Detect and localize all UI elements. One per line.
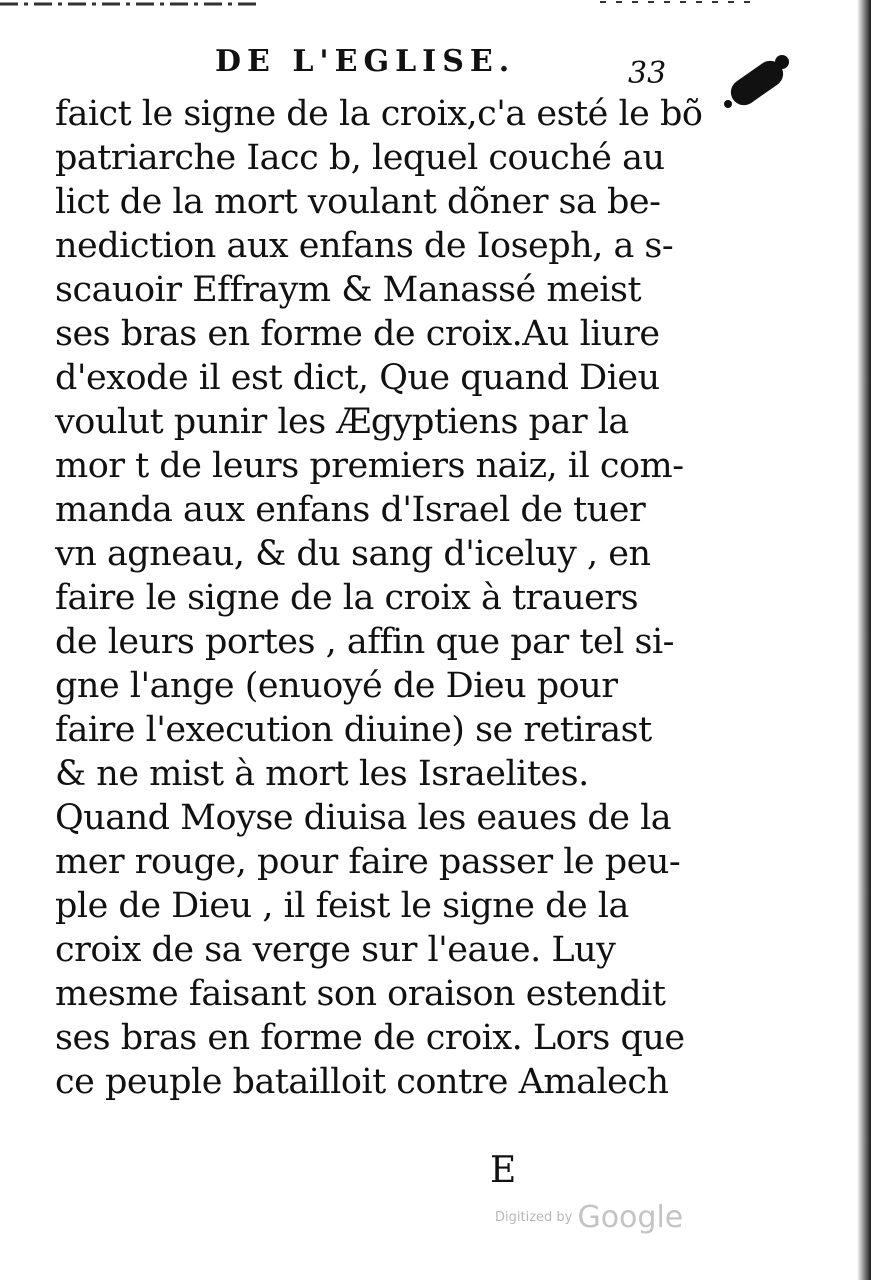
body-text (55, 92, 703, 1104)
text-line: voulut punir les Ægyptiens par la (55, 402, 629, 442)
text-line: gne l'ange (enuoyé de Dieu pour (55, 666, 618, 706)
text-line: patriarche Iacc b, lequel couché au (55, 138, 665, 178)
text-line: lict de la mort voulant dõner sa be- (55, 182, 661, 222)
text-line: de leurs portes , affin que par tel si- (55, 622, 674, 662)
text-line: ple de Dieu , il feist le signe de la (55, 886, 629, 926)
page-gutter-shadow (857, 0, 871, 1280)
text-line: nediction aux enfans de Ioseph, a s- (55, 226, 674, 266)
ink-speck-mark (724, 100, 732, 108)
text-line: mer rouge, pour faire passer le peu- (55, 842, 681, 882)
text-line: & ne mist à mort les Israelites. (55, 754, 589, 794)
text-line: faire l'execution diuine) se retirast (55, 710, 652, 750)
text-line: mor t de leurs premiers naiz, il com- (55, 446, 684, 486)
text-line: ses bras en forme de croix. Lors que (55, 1018, 685, 1058)
catchword: E (490, 1150, 517, 1191)
running-title: DE L'EGLISE. (215, 44, 516, 79)
text-line: mesme faisant son oraison estendit (55, 974, 666, 1014)
page-number: 33 (628, 56, 667, 91)
text-line: ce peuple batailloit contre Amalech (55, 1062, 669, 1102)
text-line: faire le signe de la croix à trauers (55, 578, 639, 618)
text-line: manda aux enfans d'Israel de tuer (55, 490, 646, 530)
text-line: ses bras en forme de croix.Au liure (55, 314, 660, 354)
text-line: croix de sa verge sur l'eaue. Luy (55, 930, 616, 970)
digitization-watermark (495, 1200, 683, 1235)
watermark-prefix: Digitized by (495, 1210, 573, 1225)
text-line: vn agneau, & du sang d'iceluy , en (55, 534, 651, 574)
text-line: d'exode il est dict, Que quand Dieu (55, 358, 660, 398)
ink-dot-mark (775, 55, 789, 69)
text-line: faict le signe de la croix,c'a esté le bõ (55, 94, 703, 134)
text-line: scauoir Effraym & Manassé meist (55, 270, 642, 310)
text-line: Quand Moyse diuisa les eaues de la (55, 798, 672, 838)
google-logo-text: Google (577, 1200, 684, 1235)
top-edge-rule (0, 0, 871, 14)
